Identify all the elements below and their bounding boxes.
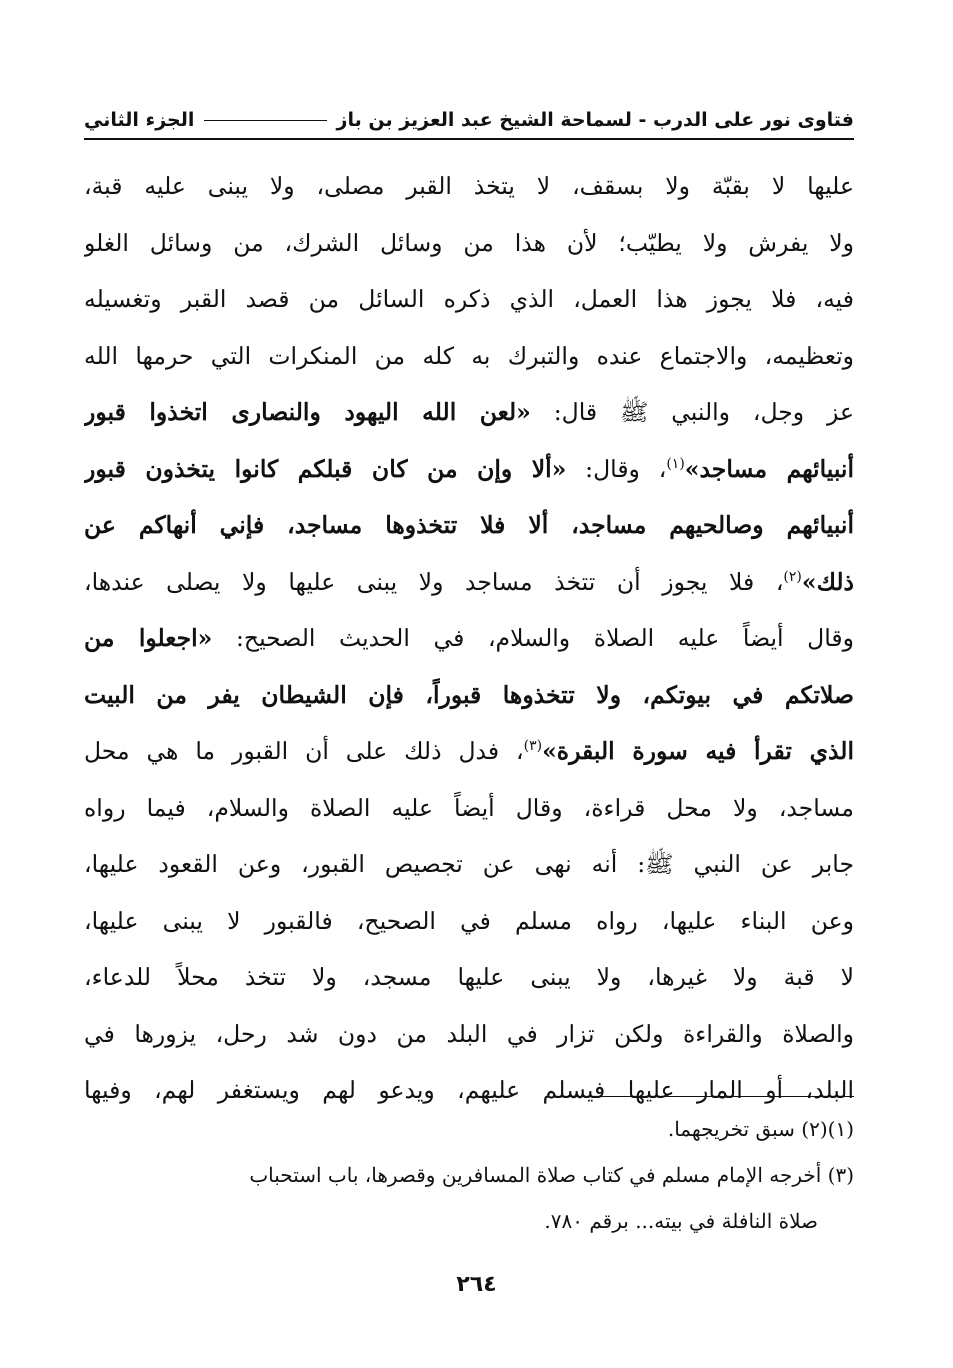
hadith-quote: «اجعلوا من	[84, 624, 213, 652]
plain-text: وقال أيضاً عليه الصلاة والسلام، في الحديث الصحيح:	[212, 624, 854, 652]
footnotes	[84, 1106, 854, 1244]
footnote-3-continued: صلاة النافلة في بيته... برقم ٧٨٠.	[544, 1209, 818, 1233]
text-line: وعن البناء عليها، رواه مسلم في الصحيح، فالقبور لا يبنى عليها،	[84, 906, 854, 935]
footnote-ref: (١)	[666, 455, 685, 472]
hadith-quote: صلاتكم في بيوتكم، ولا تتخذوها قبوراً، فإن الشيطان يفر من البيت	[84, 680, 854, 709]
text-line: فيه، فلا يجوز هذا العمل، الذي ذكره السائل من قصد القبر وتغسيله	[84, 285, 854, 313]
footnote-ref: (٣)	[523, 738, 543, 755]
main-text	[84, 158, 854, 1119]
text-line	[84, 723, 854, 780]
text-line	[84, 554, 854, 611]
plain-text: ، فلا يجوز أن تتخذ مساجد ولا يبنى عليها ولا يصلى عندها،	[84, 567, 784, 596]
hadith-quote: ذلك»	[801, 567, 854, 596]
text-line: البلد، أو المار عليها فيسلم عليهم، ويدعو لهم ويستغفر لهم، وفيها	[84, 1076, 854, 1104]
text-line	[84, 497, 854, 554]
book-title: فتاوى نور على الدرب - لسماحة الشيخ عبد العزيز بن باز	[336, 109, 854, 131]
plain-text: ، وقال:	[566, 454, 667, 483]
hadith-quote: الذي تقرأ فيه سورة البقرة»	[542, 737, 854, 765]
text-line	[84, 384, 854, 441]
text-line: والصلاة والقراءة ولكن تزار في البلد من دون شد رحل، يزورها في	[84, 1019, 854, 1048]
hadith-quote: أنبيائهم وصالحيهم مساجد، ألا فلا تتخذوها مساجد، فإني أنهاكم عن	[84, 511, 854, 539]
footnote-ref: (٢)	[783, 568, 802, 585]
text-line: جابر عن النبي ﷺ: أنه نهى عن تجصيص القبور، وعن القعود عليها،	[84, 850, 854, 878]
text-line: لا قبة ولا غيرها، ولا يبنى عليها مسجد، ولا تتخذ محلاً للدعاء،	[84, 963, 854, 991]
text-line: وتعظيمه، والاجتماع عنده والتبرك به كله من المنكرات التي حرمها الله	[84, 341, 854, 370]
hadith-quote: «لعن الله اليهود والنصارى اتخذوا قبور	[84, 398, 531, 426]
hadith-quote: أنبيائهم مساجد»	[684, 454, 854, 483]
footnote-1-2: (١)(٢) سبق تخريجهما.	[667, 1117, 854, 1141]
text-line	[84, 441, 854, 498]
footnote-divider	[562, 1096, 854, 1097]
page-number: ٢٦٤	[456, 1272, 497, 1297]
text-line: ولا يفرش ولا يطيّب؛ لأن هذا من وسائل الشرك، من وسائل الغلو	[84, 228, 854, 257]
hadith-quote: «ألا وإن من كان قبلكم كانوا يتخذون قبور	[84, 454, 567, 483]
plain-text: عز وجل، والنبي ﷺ قال:	[530, 398, 854, 426]
running-header	[84, 102, 854, 140]
text-line	[84, 667, 854, 724]
text-line: عليها لا بقبّة ولا بسقف، لا يتخذ القبر مصلى، ولا يبنى عليه قبة،	[84, 172, 854, 200]
text-line	[84, 610, 854, 667]
plain-text: ، فدل ذلك على أن القبور ما هي محل	[84, 737, 524, 765]
volume-label: الجزء الثاني	[84, 109, 195, 131]
text-line: مساجد، ولا محل قراءة، وقال أيضاً عليه الصلاة والسلام، فيما رواه	[84, 793, 854, 822]
header-separator	[204, 120, 326, 121]
footnote-3: (٣) أخرجه الإمام مسلم في كتاب صلاة المسافرين وقصرها، باب استحباب	[249, 1163, 854, 1187]
